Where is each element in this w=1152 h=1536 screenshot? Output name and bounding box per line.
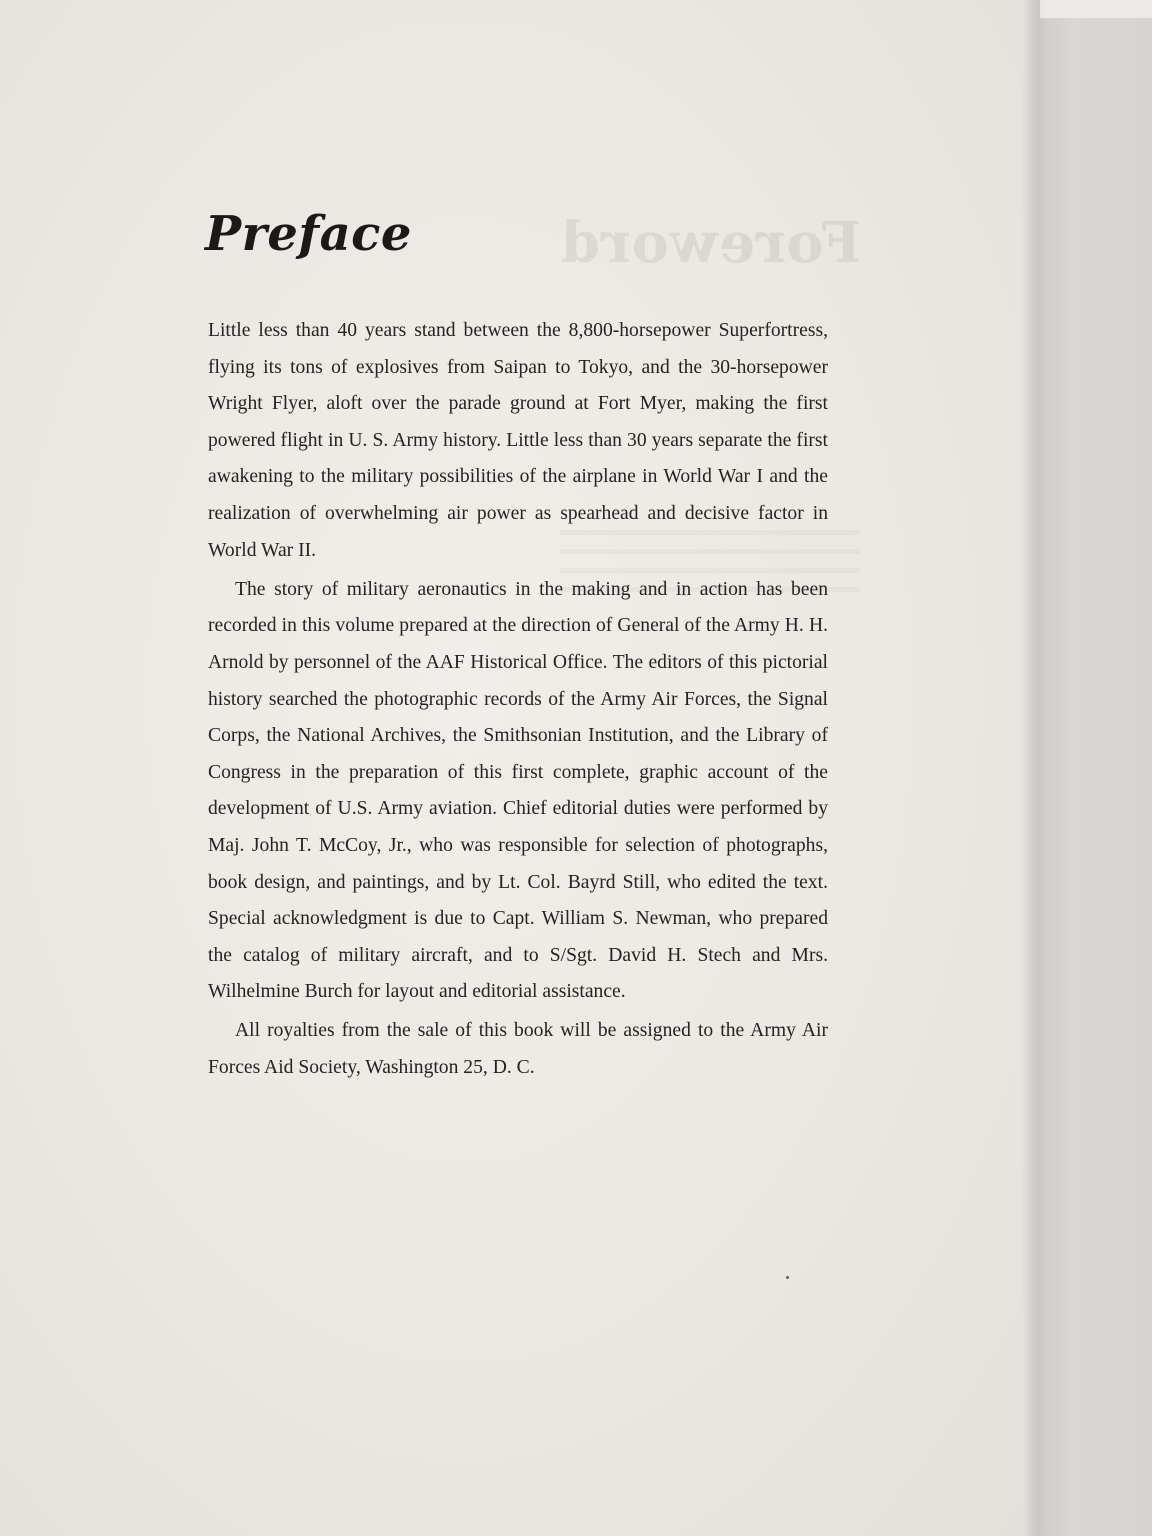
page-title: Preface	[205, 206, 412, 262]
ink-speck	[786, 1276, 789, 1279]
show-through-heading: Foreword	[560, 210, 862, 276]
paragraph-1: Little less than 40 years stand between the 8,800-horsepower Superfortress, flying its tons of explosives from Saipan to Tokyo, and the 30-horsepower Wright Flyer, aloft over the parade ground at Fort Myer, making the first powered flight in U. S. Army history. Little less than 30 years separate the first awakening to the military possibilities of the airplane in World War I and the realization of overwhelming air power as spearhead and decisive factor in World War II.	[208, 320, 828, 561]
page-edge	[1022, 0, 1040, 1536]
paragraph-2: The story of military aeronautics in the making and in action has been recorded in this volume prepared at the direction of General of the Army H. H. Arnold by personnel of the AAF Historical Office. The editors of this pictorial history searched the photographic records of the Army Air Forces, the Signal Corps, the National Archives, the Smithsonian Institution, and the Library of Congress in the preparation of this first complete, graphic account of the development of U.S. Army aviation. Chief editorial duties were performed by Maj. John T. McCoy, Jr., who was responsible for selection of photographs, book design, and paintings, and by Lt. Col. Bayrd Still, who edited the text. Special acknowledgment is due to Capt. William S. Newman, who prepared the catalog of military aircraft, and to S/Sgt. David H. Stech and Mrs. Wilhelmine Burch for layout and editorial assistance.	[208, 578, 828, 1003]
adjacent-page-top	[1040, 0, 1152, 18]
adjacent-page	[1040, 0, 1152, 1536]
preface-body	[208, 313, 828, 1089]
paragraph-3: All royalties from the sale of this book will be assigned to the Army Air Forces Aid Society, Washington 25, D. C.	[208, 1020, 828, 1079]
